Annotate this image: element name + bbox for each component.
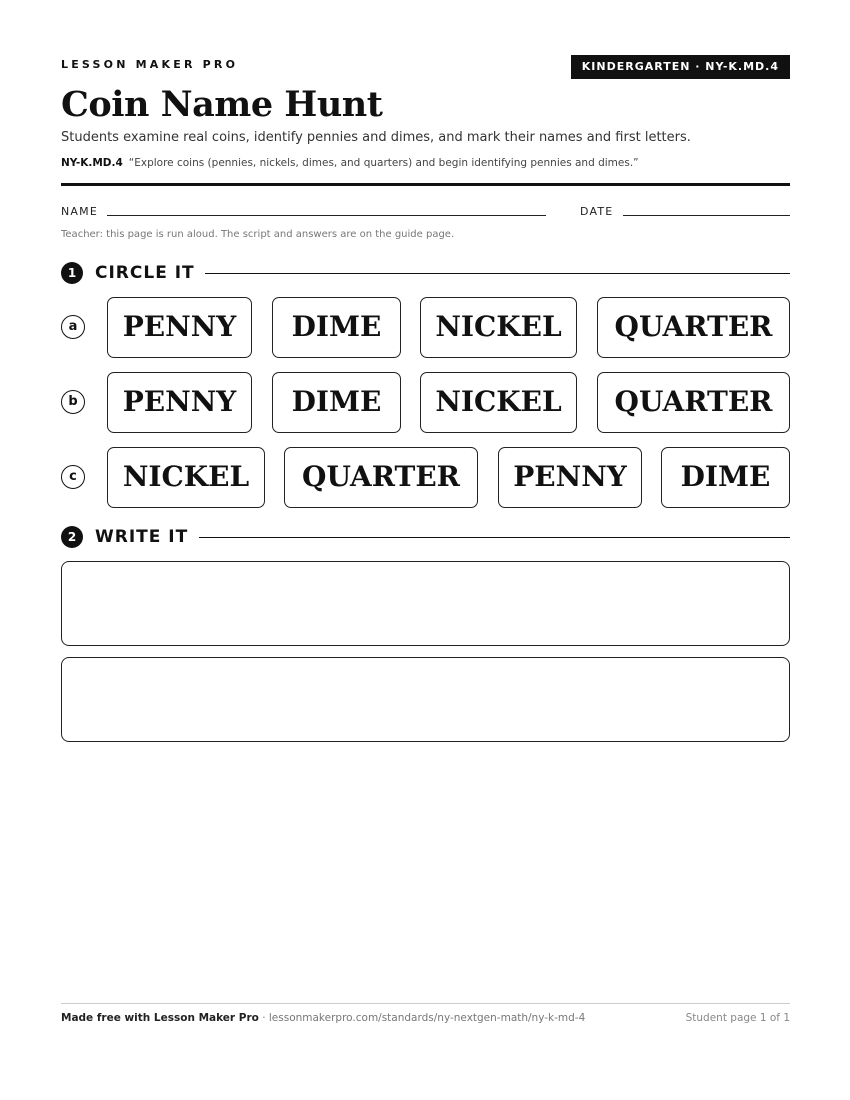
standard-text: “Explore coins (pennies, nickels, dimes, and quarters) and begin identifying pennies and dimes.” (128, 157, 639, 169)
row-letter: c (61, 465, 85, 489)
word-choice-quarter[interactable]: QUARTER (597, 297, 790, 358)
word-choice-nickel[interactable]: NICKEL (107, 447, 265, 508)
word-choice-dime[interactable]: DIME (272, 372, 401, 433)
footer-divider (61, 1003, 790, 1004)
word-choice-penny[interactable]: PENNY (107, 297, 252, 358)
name-field[interactable] (107, 215, 546, 216)
circle-row-a (61, 297, 790, 359)
section-circle-it (61, 261, 790, 285)
word-choice-quarter[interactable]: QUARTER (284, 447, 478, 508)
date-label: DATE (580, 205, 614, 218)
write-box[interactable] (61, 561, 790, 646)
teacher-note: Teacher: this page is run aloud. The script and answers are on the guide page. (61, 229, 455, 240)
row-letter: b (61, 390, 85, 414)
circle-row-b (61, 372, 790, 434)
section-rule (199, 537, 790, 538)
word-choice-nickel[interactable]: NICKEL (420, 297, 577, 358)
header-divider (61, 183, 790, 186)
circle-row-c (61, 447, 790, 509)
section-rule (205, 273, 790, 274)
date-field[interactable] (623, 215, 790, 216)
section-number: 1 (61, 262, 83, 284)
word-choice-dime[interactable]: DIME (661, 447, 790, 508)
word-choice-quarter[interactable]: QUARTER (597, 372, 790, 433)
standard-code: NY-K.MD.4 (61, 157, 123, 169)
footer-made-with: Made free with Lesson Maker Pro (61, 1012, 259, 1024)
word-choice-penny[interactable]: PENNY (498, 447, 642, 508)
section-number: 2 (61, 526, 83, 548)
write-box[interactable] (61, 657, 790, 742)
page-title: Coin Name Hunt (61, 84, 383, 125)
grade-standard-badge: KINDERGARTEN · NY-K.MD.4 (571, 55, 790, 79)
section-title: WRITE IT (95, 527, 189, 547)
worksheet-page (61, 0, 790, 1100)
word-choice-penny[interactable]: PENNY (107, 372, 252, 433)
footer-url: · lessonmakerpro.com/standards/ny-nextgen-math/ny-k-md-4 (258, 1012, 586, 1024)
section-write-it (61, 525, 790, 549)
page-subtitle: Students examine real coins, identify pennies and dimes, and mark their names and first letters. (61, 130, 691, 145)
name-label: NAME (61, 205, 98, 218)
section-title: CIRCLE IT (95, 263, 195, 283)
word-choice-nickel[interactable]: NICKEL (420, 372, 577, 433)
footer-page-number: Student page 1 of 1 (685, 1012, 790, 1024)
footer-credit (61, 1012, 585, 1024)
brand-name: LESSON MAKER PRO (61, 58, 239, 71)
row-letter: a (61, 315, 85, 339)
standard-line (61, 157, 639, 169)
word-choice-dime[interactable]: DIME (272, 297, 401, 358)
